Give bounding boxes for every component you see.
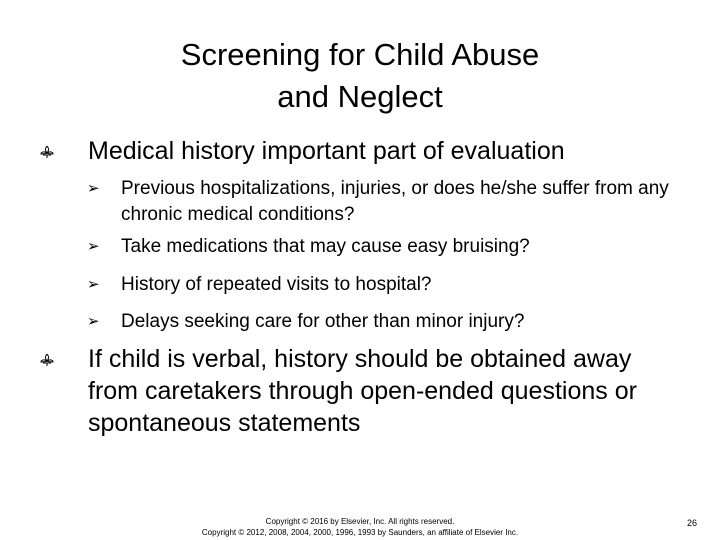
- sub-bullet-text: Previous hospitalizations, injuries, or does he/she suffer from any chronic medical conditions?: [121, 178, 669, 225]
- copyright-footer: [150, 516, 570, 538]
- page-number: 26: [686, 518, 697, 528]
- copyright-line: Copyright © 2016 by Elsevier, Inc. All rights reserved.: [265, 517, 455, 526]
- slide-title-line: and Neglect: [277, 79, 443, 114]
- arrowhead-icon: ➢: [87, 180, 100, 197]
- slide-title-line: Screening for Child Abuse: [180, 37, 540, 72]
- bullet-text: If child is verbal, history should be obtained away from caretakers through open-ended questions or spontaneous statements: [88, 345, 637, 437]
- sub-bullet-text: History of repeated visits to hospital?: [121, 274, 432, 295]
- sub-bullet-text: Take medications that may cause easy bruising?: [121, 236, 530, 257]
- slide-title: [60, 34, 660, 118]
- fleur-de-lis-icon: [40, 146, 54, 158]
- sub-bullet-text: Delays seeking care for other than minor injury?: [121, 311, 525, 332]
- bullet-text: Medical history important part of evaluation: [88, 137, 565, 165]
- copyright-line: Copyright © 2012, 2008, 2004, 2000, 1996, 1993 by Saunders, an affiliate of Elsevier Inc.: [201, 528, 519, 537]
- fleur-de-lis-icon: [40, 354, 54, 366]
- arrowhead-icon: ➢: [87, 276, 100, 293]
- arrowhead-icon: ➢: [87, 238, 100, 255]
- arrowhead-icon: ➢: [87, 313, 100, 330]
